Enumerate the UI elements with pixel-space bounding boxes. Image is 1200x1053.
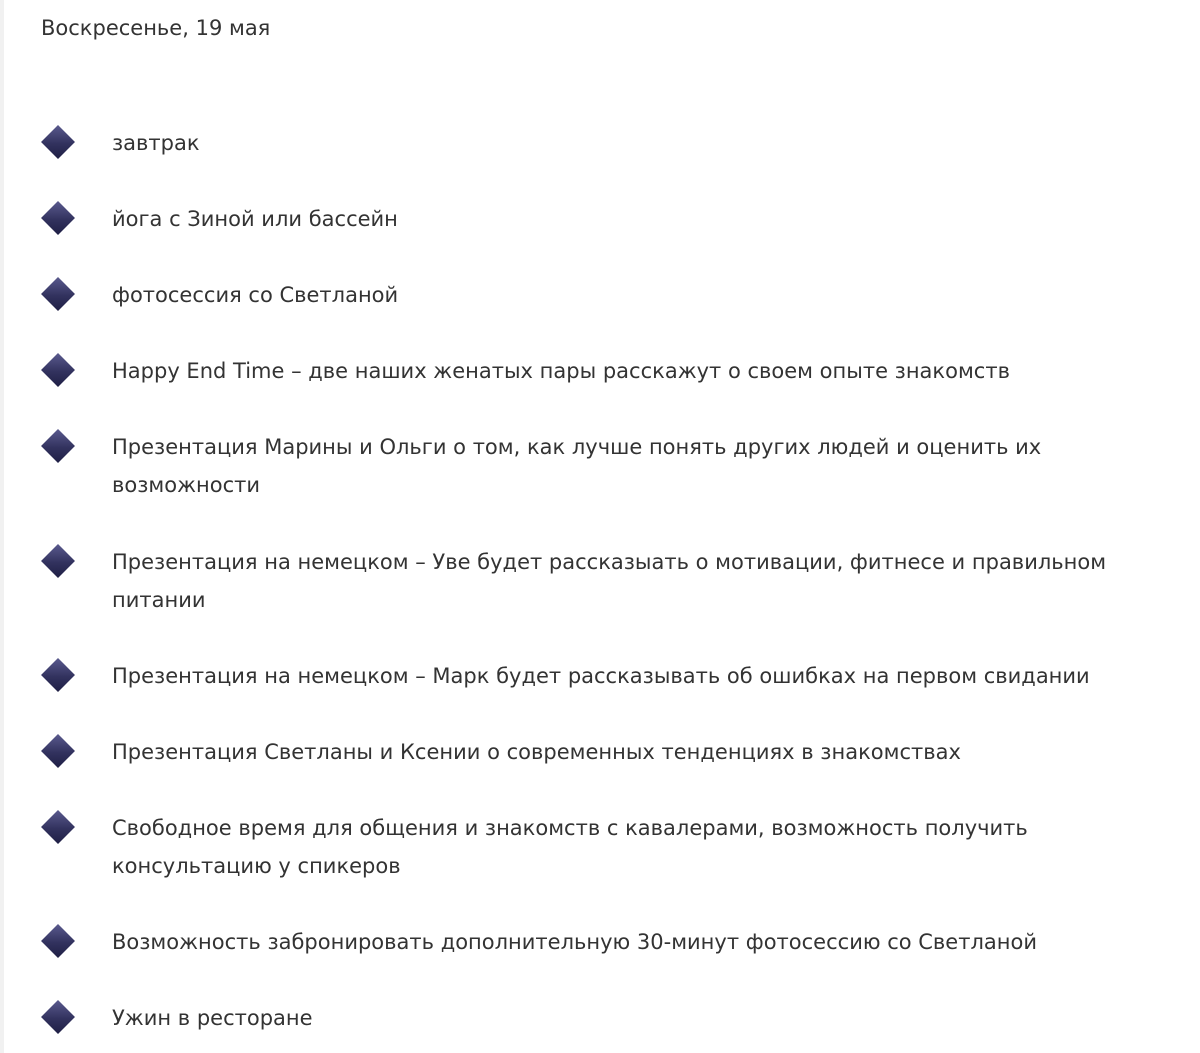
schedule-item-text: Презентация Светланы и Ксении о современных тенденциях в знакомствах <box>112 740 961 764</box>
diamond-bullet-icon <box>41 353 75 387</box>
diamond-bullet-icon <box>41 924 75 958</box>
schedule-item-text: фотосессия со Светланой <box>112 283 399 307</box>
schedule-item-text: йога с Зиной или бассейн <box>112 207 398 231</box>
schedule-item-text: возможности <box>112 473 261 497</box>
diamond-bullet-icon <box>41 429 75 463</box>
schedule-item-text: питании <box>112 588 206 612</box>
schedule-item-text: завтрак <box>112 131 200 155</box>
schedule-item-text: Возможность забронировать дополнительную 30-минут фотосессию со Светланой <box>112 930 1037 954</box>
diamond-bullet-icon <box>41 544 75 578</box>
diamond-bullet-icon <box>41 1000 75 1034</box>
schedule-item-text: Ужин в ресторане <box>112 1006 313 1030</box>
diamond-bullet-icon <box>41 125 75 159</box>
schedule-item-text: Happy End Time – две наших женатых пары расскажут о своем опыте знакомств <box>112 359 1010 383</box>
diamond-bullet-icon <box>41 658 75 692</box>
page-left-edge <box>0 0 4 1053</box>
diamond-bullet-icon <box>41 810 75 844</box>
schedule-item-text: консультацию у спикеров <box>112 854 401 878</box>
schedule-item-text: Презентация на немецком – Уве будет рассказыать о мотивации, фитнесе и правильном <box>112 550 1107 574</box>
diamond-bullet-icon <box>41 201 75 235</box>
day-title: Воскресенье, 19 мая <box>41 16 271 40</box>
diamond-bullet-icon <box>41 277 75 311</box>
schedule-item-text: Презентация Марины и Ольги о том, как лучше понять других людей и оценить их <box>112 435 1042 459</box>
diamond-bullet-icon <box>41 734 75 768</box>
schedule-item-text: Презентация на немецком – Марк будет рассказывать об ошибках на первом свидании <box>112 664 1090 688</box>
schedule-item-text: Свободное время для общения и знакомств с кавалерами, возможность получить <box>112 816 1028 840</box>
